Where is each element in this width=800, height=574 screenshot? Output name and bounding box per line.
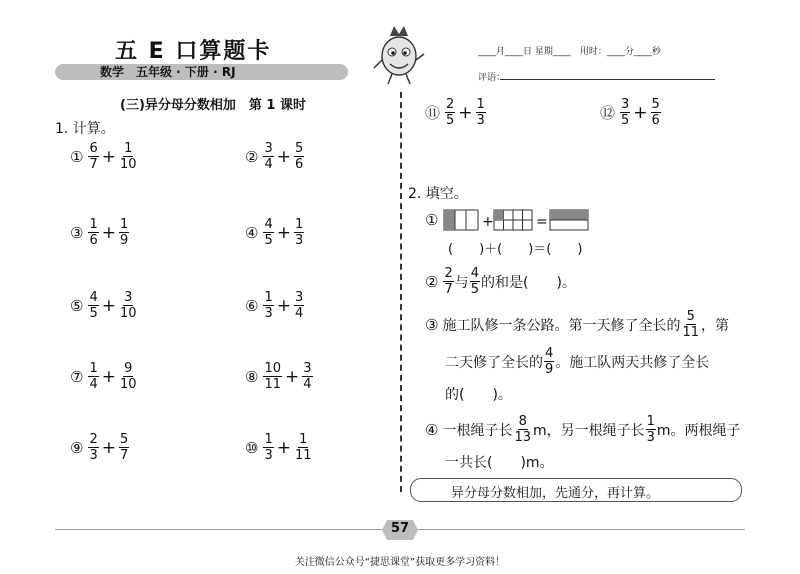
fill-q2 [425,267,576,296]
plus-sign: + [101,437,116,458]
fraction: $\frac{4}{5}$ [89,290,98,321]
fraction: $\frac{4}{5}$ [264,217,273,248]
fill-q3-line3: 的( )。 [445,387,512,403]
problem-number: ③ [70,223,84,242]
fill-q3-line1 [425,310,729,339]
calc-problem [245,291,305,320]
footer-text: 关注微信公众号“捷思课堂”获取更多学习资料！ [294,557,506,568]
calc-problem [70,433,130,462]
fraction: $\frac{5}{11}$ [682,309,699,340]
fill-q1-number: ① [425,211,439,229]
plus-sign: + [101,146,116,167]
fill-q2-mid: 与 [454,274,469,291]
fraction: $\frac{2}{5}$ [446,97,455,128]
fraction: $\frac{1}{3}$ [294,217,304,248]
calc-problem [600,98,662,127]
problem-number: ② [245,147,259,166]
tip-box [410,478,742,502]
fraction: $\frac{1}{3}$ [646,414,655,445]
problem-number: ⑦ [70,367,84,386]
problem-number: ⑨ [70,438,84,457]
fraction: $\frac{1}{4}$ [89,361,98,392]
tip-text: 异分母分数相加，先通分，再计算。 [451,486,660,501]
problem-number: ⑥ [245,296,259,315]
fraction: $\frac{3}{4}$ [294,290,304,321]
fill-q2-tail: 的和是( )。 [481,274,576,291]
fraction: $\frac{1}{10}$ [119,141,137,172]
fill-q4-text: 一根绳子长 [442,422,513,439]
plus-sign: + [101,222,116,243]
plus-sign: + [276,437,291,458]
fraction: $\frac{1}{3}$ [264,290,273,321]
fill-q3-line2 [445,347,709,376]
fill-q4-line2: 一共长( )m。 [445,455,554,471]
calc-problem [70,142,139,171]
svg-text:=: = [536,214,549,230]
problem-number: ④ [245,223,259,242]
fraction: $\frac{4}{9}$ [545,346,554,377]
fill-q2-number: ② [425,272,439,291]
page-number: 57 [390,521,410,536]
problem-number: ① [70,147,84,166]
fraction: $\frac{5}{6}$ [651,97,660,128]
fraction: $\frac{5}{7}$ [119,432,129,463]
fraction: $\frac{3}{4}$ [303,361,312,392]
comment-label: 评语： [478,73,506,83]
plus-sign: + [101,366,116,387]
header-title: 五 E 口算题卡 [115,39,272,64]
fill-q1-answer: ( )＋( )＝( ) [448,242,583,257]
plus-sign: + [458,102,473,123]
lesson-title: (三)异分母分数相加 第 1 课时 [120,98,306,113]
fill-q4-number: ④ [425,420,439,439]
fraction: $\frac{10}{11}$ [264,361,281,392]
plus-sign: + [633,102,648,123]
fraction: $\frac{3}{4}$ [264,141,273,172]
fill-q4-line1 [425,415,741,444]
fill-q3-text: 施工队修一条公路。第一天修了全长的 [442,317,681,334]
date-line: ____月____日 星期____ 用时：____分____秒 [478,47,661,57]
fraction: $\frac{1}{6}$ [89,217,98,248]
fraction: $\frac{1}{9}$ [119,217,129,248]
fraction: $\frac{1}{11}$ [294,432,312,463]
calc-problem [245,433,314,462]
fraction: $\frac{3}{10}$ [119,290,137,321]
fraction: $\frac{1}{3}$ [476,97,485,128]
fraction: $\frac{3}{5}$ [621,97,630,128]
fraction: $\frac{4}{5}$ [470,266,480,297]
fraction: $\frac{5}{6}$ [294,141,304,172]
calc-problem [70,291,139,320]
column-divider [400,92,402,492]
fill-q3-text: 。施工队两天共修了全长 [555,354,710,371]
section1-label: 1. 计算。 [55,121,115,137]
plus-sign: + [276,222,291,243]
calc-problem [245,362,314,391]
plus-sign: + [276,146,291,167]
fraction: $\frac{6}{7}$ [89,141,98,172]
plus-sign: + [276,295,291,316]
fraction-bar-diagram [442,208,592,232]
mixed-fraction: $\frac{8}{13}$ [514,414,531,445]
fraction: $\frac{1}{3}$ [264,432,273,463]
fraction: $\frac{2}{7}$ [444,266,453,297]
problem-number: ⑫ [600,104,616,122]
fill-q3-text: ，第 [701,317,729,334]
mascot-icon [368,24,430,86]
plus-sign: + [101,295,116,316]
fraction: $\frac{9}{10}$ [119,361,137,392]
calc-problem [245,142,305,171]
fill-q3-text: 二天修了全长的 [445,354,543,371]
fraction: $\frac{2}{3}$ [89,432,98,463]
section2-label: 2. 填空。 [408,186,468,202]
svg-text:+: + [482,214,495,230]
problem-number: ⑪ [425,104,441,122]
calc-problem [425,98,487,127]
fill-q1 [425,208,592,232]
problem-number: ⑤ [70,296,84,315]
header-subtitle: 数学 五年级 · 下册 · RJ [100,65,236,79]
calc-problem [70,362,139,391]
calc-problem [245,218,305,247]
plus-sign: + [285,366,300,387]
problem-number: ⑩ [245,438,259,457]
fill-q3-number: ③ [425,315,439,334]
problem-number: ⑧ [245,367,259,386]
calc-problem [70,218,130,247]
comment-line [500,79,715,80]
fill-q4-text: m，另一根绳子长 [533,422,645,439]
fill-q4-text: m。两根绳子 [656,422,741,439]
